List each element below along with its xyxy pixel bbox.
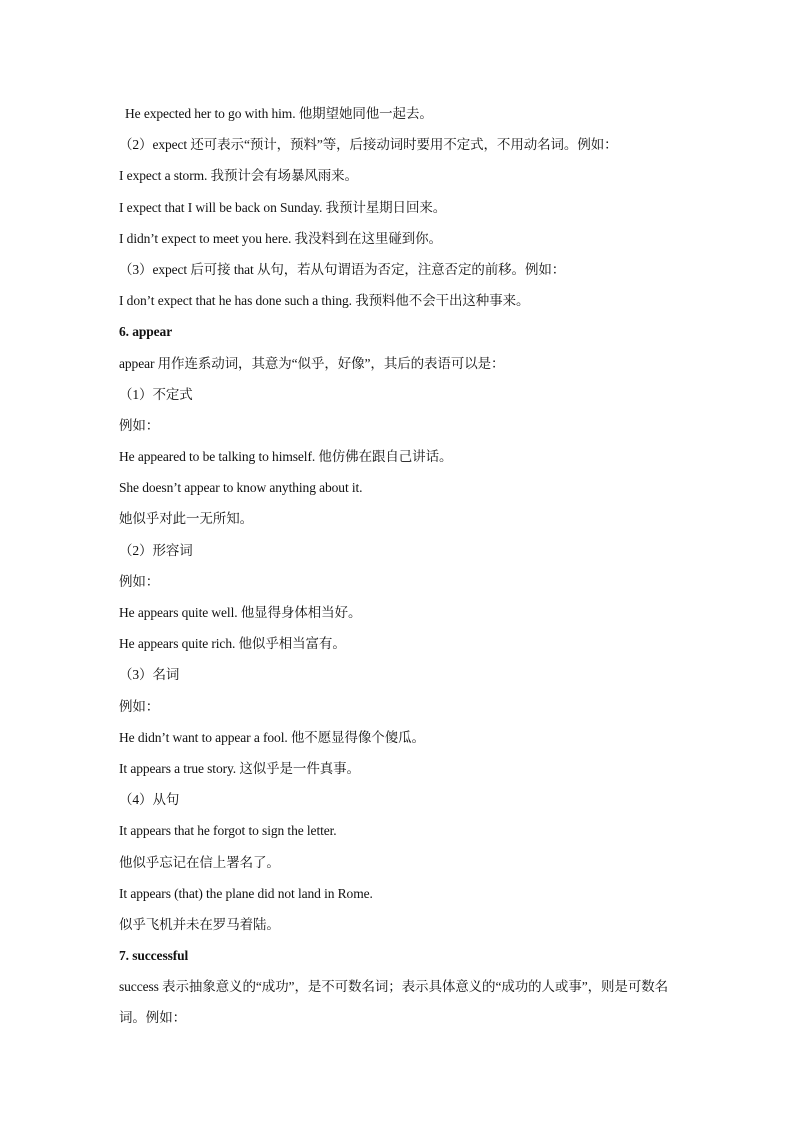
example-sentence: He appeared to be talking to himself. 他仿佛在跟自己讲话。 (119, 449, 453, 465)
example-label: 例如： (119, 417, 160, 433)
example-translation: 似乎飞机并未在罗马着陆。 (119, 916, 280, 932)
example-label: 例如： (119, 698, 160, 714)
explanation-paragraph: （3）expect 后可接 that 从句，若从句谓语为否定，注意否定的前移。例如： (119, 261, 566, 277)
explanation-paragraph: （2）expect 还可表示“预计，预料”等，后接动词时要用不定式，不用动名词。例如： (119, 137, 618, 153)
example-translation: 她似乎对此一无所知。 (119, 511, 253, 527)
section-heading: 6. appear (119, 324, 173, 340)
example-sentence: It appears that he forgot to sign the letter. (119, 823, 337, 839)
example-sentence: I don’t expect that he has done such a thing. 我预料他不会干出这种事来。 (119, 293, 530, 309)
example-translation: 他似乎忘记在信上署名了。 (119, 854, 280, 870)
example-sentence: He didn’t want to appear a fool. 他不愿显得像个傻瓜。 (119, 729, 425, 745)
subsection-label: （3）名词 (119, 667, 180, 683)
example-sentence: He expected her to go with him. 他期望她同他一起去。 (125, 106, 433, 121)
document-body (119, 98, 679, 1034)
example-sentence: I expect that I will be back on Sunday. 我预计星期日回来。 (119, 199, 447, 215)
explanation-paragraph: success 表示抽象意义的“成功”，是不可数名词；表示具体意义的“成功的人或事”，则是可数名词。例如： (119, 979, 669, 1026)
example-sentence: She doesn’t appear to know anything about it. (119, 480, 363, 496)
example-sentence: He appears quite rich. 他似乎相当富有。 (119, 636, 346, 652)
explanation-paragraph: appear 用作连系动词，其意为“似乎，好像”，其后的表语可以是： (119, 355, 505, 371)
example-sentence: It appears a true story. 这似乎是一件真事。 (119, 760, 360, 776)
example-sentence: It appears (that) the plane did not land in Rome. (119, 885, 373, 901)
example-sentence: He appears quite well. 他显得身体相当好。 (119, 605, 362, 620)
example-sentence: I expect a storm. 我预计会有场暴风雨来。 (119, 168, 358, 184)
example-label: 例如： (119, 573, 160, 589)
subsection-label: （4）从句 (119, 792, 180, 808)
example-sentence: I didn’t expect to meet you here. 我没料到在这里碰到你。 (119, 230, 442, 246)
subsection-label: （1）不定式 (119, 386, 193, 402)
subsection-label: （2）形容词 (119, 542, 193, 558)
section-heading: 7. successful (119, 948, 189, 964)
